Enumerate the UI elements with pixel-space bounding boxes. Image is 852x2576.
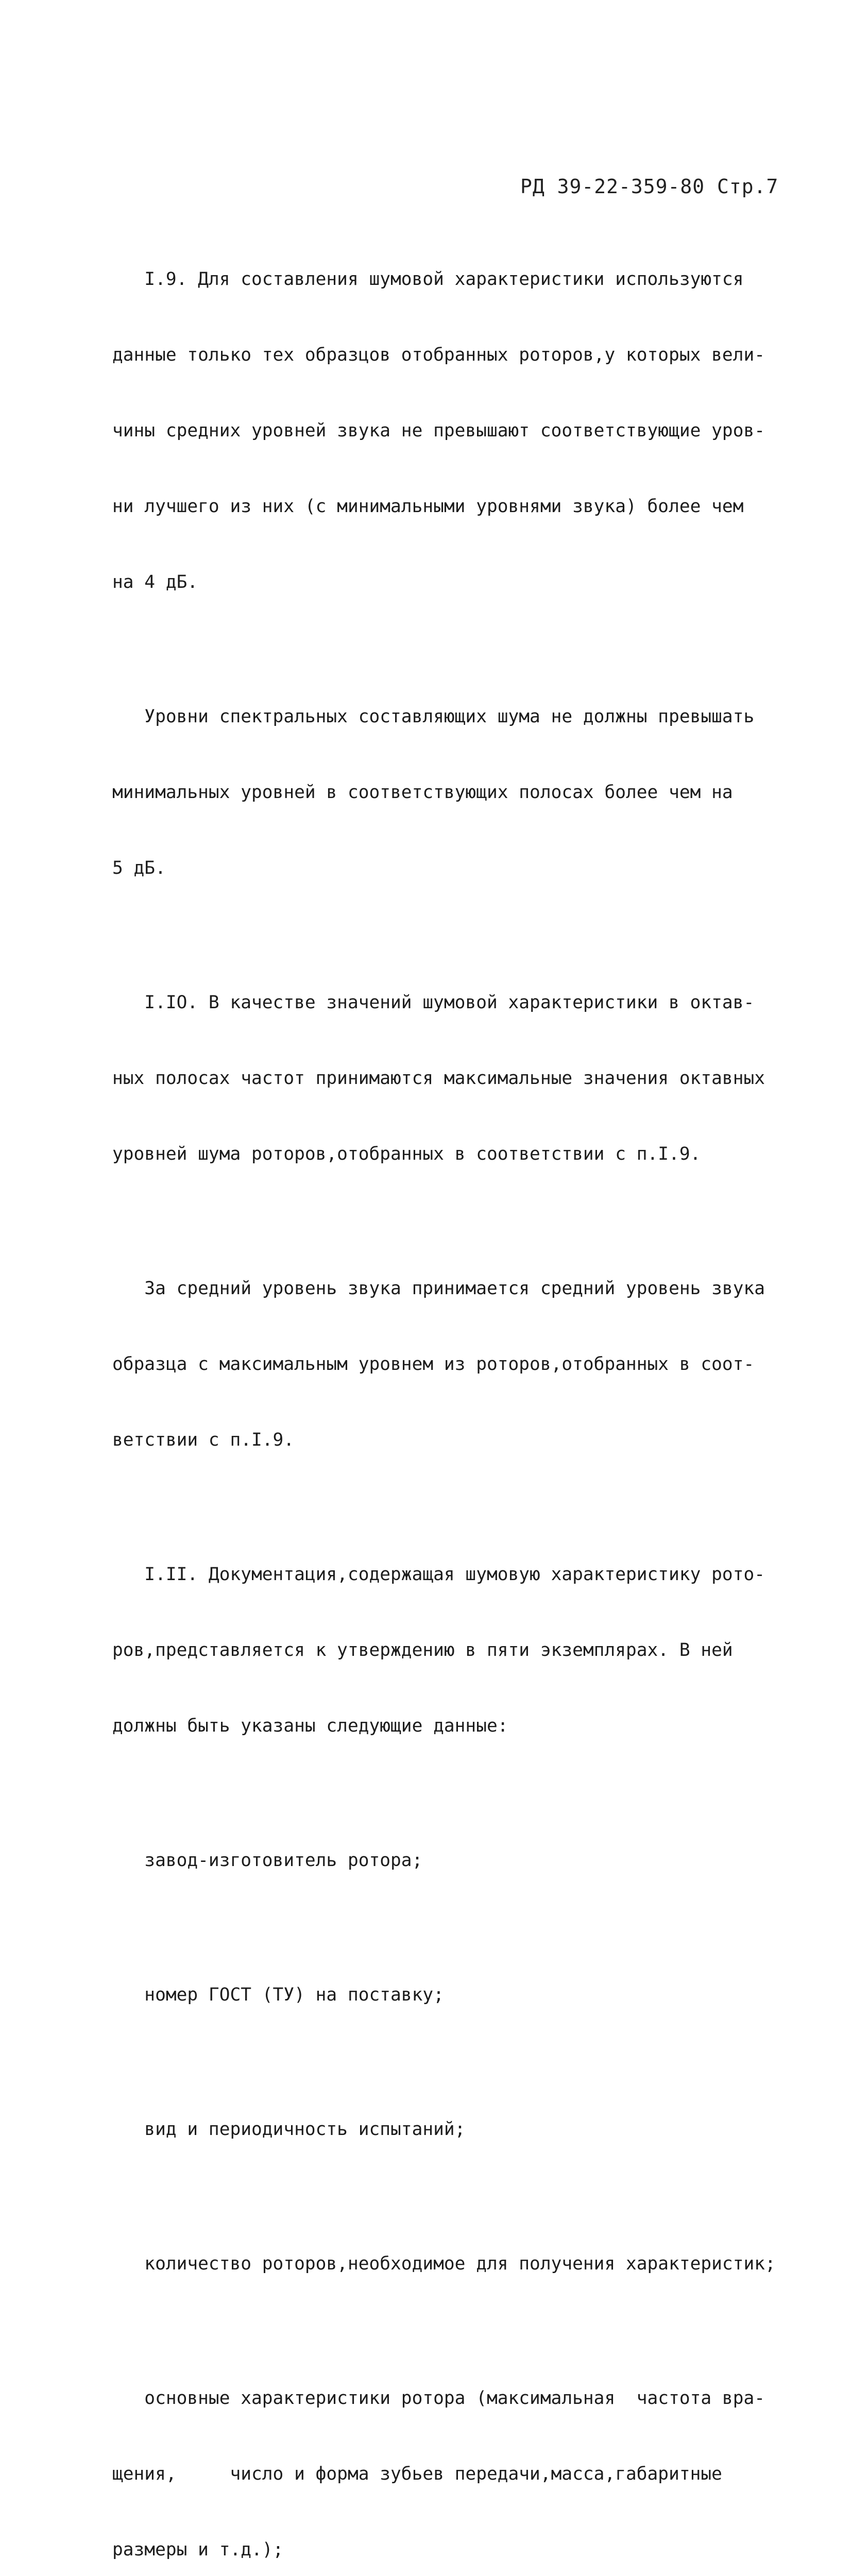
document-body — [112, 216, 776, 2576]
list-item-test-type — [112, 2066, 720, 2193]
paragraph-1-11 — [112, 1512, 765, 1789]
text-line: уровней шума роторов,отобранных в соответствии с п.I.9. — [112, 1144, 701, 1164]
paragraph-1-10 — [112, 940, 765, 1217]
text-line: основные характеристики ротора (максимальная частота вра- — [112, 2388, 765, 2409]
text-line: вид и периодичность испытаний; — [112, 2119, 466, 2140]
text-line: размеры и т.д.); — [112, 2539, 284, 2560]
text-line: щения, число и форма зубьев передачи,масса,габаритные — [112, 2464, 722, 2484]
text-line: ных полосах частот принимаются максимальные значения октавных — [112, 1068, 765, 1089]
list-item-rotor-characteristics — [112, 2335, 765, 2576]
text-line: чины средних уровней звука не превышают соответствующие уров- — [112, 420, 765, 441]
text-line: I.IO. В качестве значений шумовой характеристики в октав- — [112, 992, 755, 1013]
text-line: ветствии с п.I.9. — [112, 1430, 295, 1450]
text-line: ни лучшего из них (с минимальными уровнями звука) более чем — [112, 496, 744, 517]
text-line: номер ГОСТ (ТУ) на поставку; — [112, 1985, 444, 2005]
paragraph-1-9 — [112, 216, 765, 646]
text-line: образца с максимальным уровнем из роторов,отобранных в соот- — [112, 1354, 755, 1375]
text-line: I.II. Документация,содержащая шумовую характеристику рото- — [112, 1564, 765, 1585]
text-line: должны быть указаны следующие данные: — [112, 1716, 508, 1736]
text-line: ров,представляется к утверждению в пяти экземплярах. В ней — [112, 1640, 733, 1660]
text-line: на 4 дБ. — [112, 572, 198, 592]
text-line: За средний уровень звука принимается средний уровень звука — [112, 1278, 765, 1299]
text-line: I.9. Для составления шумовой характеристики используются — [112, 269, 744, 290]
paragraph-average-level — [112, 1226, 765, 1503]
text-line: Уровни спектральных составляющих шума не должны превышать — [112, 706, 755, 727]
list-item-gost — [112, 1932, 720, 2058]
paragraph-spectral-levels — [112, 654, 755, 931]
text-line: количество роторов,необходимое для получения характеристик; — [112, 2253, 776, 2274]
text-line: данные только тех образцов отобранных роторов,у которых вели- — [112, 345, 765, 365]
text-line: завод-изготовитель ротора; — [112, 1850, 423, 1871]
page-header-doc-ref: РД 39-22-359-80 Стр.7 — [520, 175, 779, 198]
text-line: 5 дБ. — [112, 858, 166, 878]
text-line: минимальных уровней в соответствующих полосах более чем на — [112, 782, 733, 803]
list-item-manufacturer — [112, 1798, 720, 1924]
list-item-rotor-count — [112, 2201, 776, 2327]
